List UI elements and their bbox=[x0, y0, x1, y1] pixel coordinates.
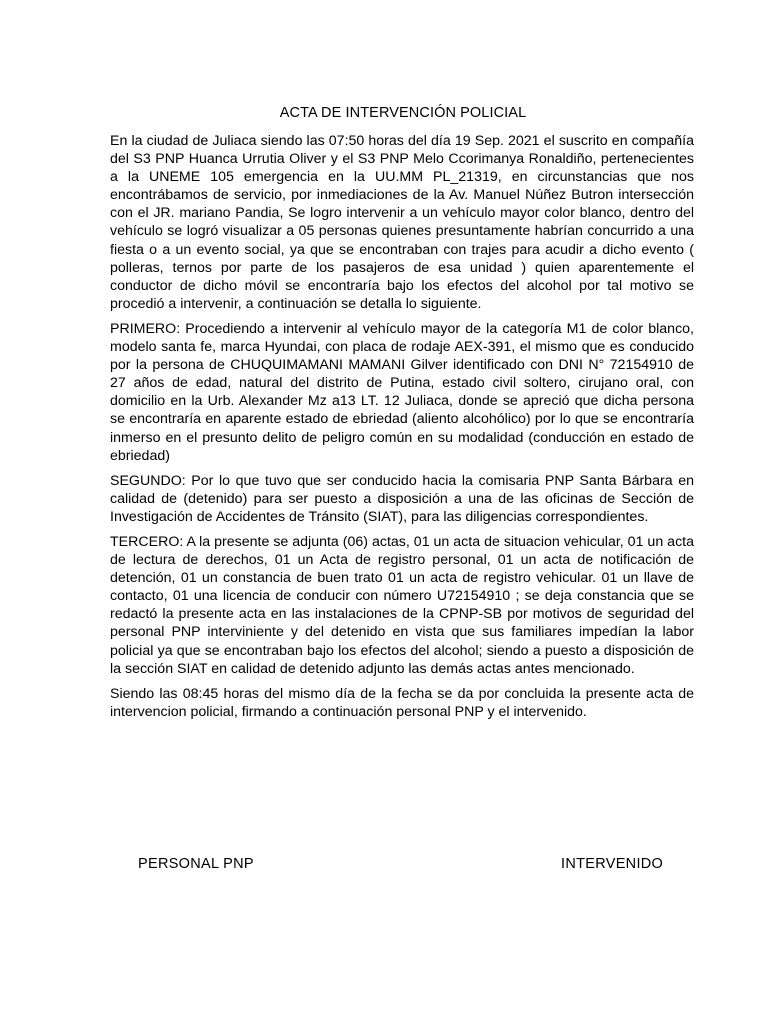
document-title: ACTA DE INTERVENCIÓN POLICIAL bbox=[279, 105, 527, 121]
paragraph-intro: En la ciudad de Juliaca siendo las 07:50 horas del día 19 Sep. 2021 el suscrito en compañía del S3 PNP Huanca Urrutia Oliver y el S3 PNP Melo Ccorimanya Ronaldiño, pertenecientes a la UNEME 105 emergencia en la UU.MM PL_21319, en circunstancias que nos encontrábamos de servicio, por inmediaciones de la Av. Manuel Núñez Butron intersección con el JR. mariano Pandia, Se logro intervenir a un vehículo mayor color blanco, dentro del vehículo se logró visualizar a 05 personas quienes presuntamente habrían concurrido a una fiesta o a un evento social, ya que se encontraban con trajes para acudir a dicho evento ( polleras, ternos por parte de los pasajeros de esa unidad ) quien aparentemente el conductor de dicho móvil se encontraría bajo los efectos del alcohol por tal motivo se procedió a intervenir, a continuación se detalla lo siguiente. bbox=[110, 133, 694, 312]
paragraph-closing: Siendo las 08:45 horas del mismo día de la fecha se da por concluida la presente acta de intervencion policial, firmando a continuación personal PNP y el intervenido. bbox=[110, 685, 694, 720]
paragraph-tercero: TERCERO: A la presente se adjunta (06) actas, 01 un acta de situacion vehicular, 01 un acta de lectura de derechos, 01 un Acta de registro personal, 01 un acta de notificación de detención, 01 un constancia de buen trato 01 un acta de registro vehicular. 01 un llave de contacto, 01 una licencia de conducir con número U72154910 ; se deja constancia que se redactó la presente acta en las instalaciones de la CPNP-SB por motivos de seguridad del personal PNP interviniente y del detenido en vista que sus familiares impedían la labor policial ya que se encontraban bajo los efectos del alcohol; siendo a puesto a disposición de la sección SIAT en calidad de detenido adjunto las demás actas antes mencionado. bbox=[110, 533, 694, 677]
paragraph-primero: PRIMERO: Procediendo a intervenir al vehículo mayor de la categoría M1 de color blanco, modelo santa fe, marca Hyundai, con placa de rodaje AEX-391, el mismo que es conducido por la persona de CHUQUIMAMANI MAMANI Gilver identificado con DNI N° 72154910 de 27 años de edad, natural del distrito de Putina, estado civil soltero, cirujano oral, con domicilio en la Urb. Alexander Mz a13 LT. 12 Juliaca, donde se apreció que dicha persona se encontraría en aparente estado de ebriedad (aliento alcohólico) por lo que se encontraría inmerso en el presunto delito de peligro común en su modalidad (conducción en estado de ebriedad) bbox=[110, 320, 694, 464]
document-body bbox=[110, 132, 694, 728]
signature-label-personal-pnp: PERSONAL PNP bbox=[138, 856, 254, 872]
paragraph-segundo: SEGUNDO: Por lo que tuvo que ser conducido hacia la comisaria PNP Santa Bárbara en calidad de (detenido) para ser puesto a disposición a una de las oficinas de Sección de Investigación de Accidentes de Tránsito (SIAT), para las diligencias correspondientes. bbox=[110, 472, 694, 525]
signature-label-intervenido: INTERVENIDO bbox=[561, 856, 664, 872]
